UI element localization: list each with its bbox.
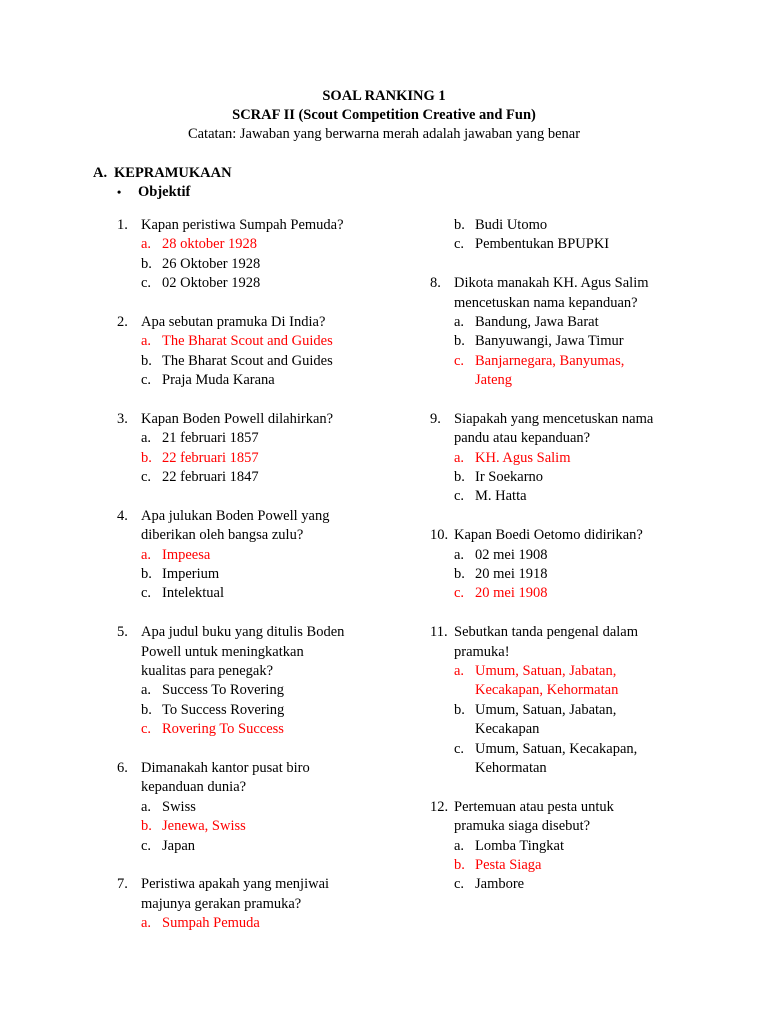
question-continuation	[117, 778, 387, 797]
option	[117, 255, 387, 274]
question-text: Apa judul buku yang ditulis Boden	[141, 624, 345, 641]
correct-option	[430, 352, 690, 371]
option-text: 21 februari 1857	[162, 430, 259, 447]
option	[430, 837, 690, 856]
option-text: Jenewa, Swiss	[162, 818, 246, 835]
spacer	[430, 255, 690, 274]
question-text: Kapan peristiwa Sumpah Pemuda?	[141, 217, 344, 233]
option-text: Umum, Satuan, Jabatan,	[475, 662, 617, 679]
question-line	[430, 623, 690, 642]
question-text: Powell untuk meningkatkan	[141, 643, 304, 660]
question-text: majunya gerakan pramuka?	[141, 895, 302, 912]
spacer	[117, 391, 387, 410]
option	[117, 798, 387, 817]
question-line	[117, 410, 387, 429]
correct-option	[117, 720, 387, 739]
question-text: Apa julukan Boden Powell yang	[141, 507, 330, 524]
correct-option	[430, 662, 690, 681]
option-text: 22 februari 1847	[162, 469, 259, 486]
question-continuation	[430, 294, 690, 313]
option-label: c.	[454, 236, 465, 253]
question-continuation	[430, 429, 690, 448]
option-text: Intelektual	[162, 585, 225, 602]
option-label: c.	[141, 721, 152, 738]
document-subtitle: SCRAF II (Scout Competition Creative and Fun)	[232, 107, 536, 123]
spacer	[430, 604, 690, 623]
option-label: a.	[454, 449, 465, 466]
answer-note: Catatan: Jawaban yang berwarna merah adalah jawaban yang benar	[187, 126, 581, 142]
option-label: b.	[454, 701, 465, 718]
bullet-icon: •	[117, 185, 122, 199]
option-label: b.	[454, 566, 465, 583]
option	[430, 565, 690, 584]
option	[430, 740, 690, 759]
question-continuation	[430, 643, 690, 662]
option-label: c.	[454, 585, 465, 602]
option-text: Kecakapan	[475, 721, 540, 738]
option-label: b.	[454, 333, 465, 350]
section-heading	[93, 164, 232, 183]
question-number: 8.	[430, 275, 441, 292]
option-label: a.	[141, 430, 152, 447]
question-number: 6.	[117, 759, 128, 776]
option	[430, 487, 690, 506]
option	[117, 837, 387, 856]
option-text: The Bharat Scout and Guides	[162, 352, 333, 369]
spacer	[117, 856, 387, 875]
option-label: c.	[141, 372, 152, 389]
option	[430, 313, 690, 332]
option-text: Pesta Siaga	[475, 856, 542, 873]
option-label: c.	[454, 352, 465, 369]
option-text: Jateng	[475, 372, 513, 389]
subsection-heading	[117, 183, 190, 202]
question-text: pramuka siaga disebut?	[454, 818, 591, 835]
option	[430, 720, 690, 739]
option-label: a.	[141, 682, 152, 699]
option-text: 26 Oktober 1928	[162, 255, 261, 272]
option-text: Japan	[162, 837, 196, 854]
option-text: M. Hatta	[475, 488, 527, 505]
spacer	[117, 294, 387, 313]
option-label: a.	[454, 546, 465, 563]
option-label: c.	[141, 837, 152, 854]
option	[430, 468, 690, 487]
option-text: The Bharat Scout and Guides	[162, 333, 333, 350]
option	[430, 235, 690, 254]
question-number: 4.	[117, 507, 128, 524]
question-column-right	[430, 216, 690, 895]
option	[430, 546, 690, 565]
correct-option	[117, 449, 387, 468]
option	[117, 274, 387, 293]
option	[430, 216, 690, 235]
option-text: Praja Muda Karana	[162, 372, 275, 389]
correct-option	[117, 332, 387, 351]
question-text: pramuka!	[454, 643, 510, 660]
option-text: Jambore	[475, 876, 525, 893]
question-continuation	[117, 526, 387, 545]
option-label: a.	[141, 915, 152, 932]
option-label: a.	[454, 662, 465, 679]
option-text: Banjarnegara, Banyumas,	[475, 352, 625, 369]
option	[117, 371, 387, 390]
question-number: 12.	[430, 798, 449, 815]
option	[117, 681, 387, 700]
option-text: KH. Agus Salim	[475, 449, 571, 466]
question-line	[117, 759, 387, 778]
option-text: Pembentukan BPUPKI	[475, 236, 610, 253]
option-text: Swiss	[162, 798, 196, 815]
correct-option	[117, 914, 387, 933]
question-text: pandu atau kepanduan?	[454, 430, 591, 447]
section-title: KEPRAMUKAAN	[114, 165, 232, 181]
option-label: b.	[141, 352, 152, 369]
option-label: c.	[454, 876, 465, 893]
spacer	[117, 740, 387, 759]
question-text: Siapakah yang mencetuskan nama	[454, 410, 654, 427]
spacer	[430, 507, 690, 526]
option	[430, 701, 690, 720]
option	[117, 701, 387, 720]
option-label: b.	[141, 818, 152, 835]
question-text: Sebutkan tanda pengenal dalam	[454, 624, 639, 641]
correct-option	[430, 584, 690, 603]
option	[117, 584, 387, 603]
option-label: c.	[454, 740, 465, 757]
option-label: b.	[141, 449, 152, 466]
option	[430, 759, 690, 778]
option-text: 20 mei 1918	[475, 566, 548, 583]
option	[117, 468, 387, 487]
question-text: Dikota manakah KH. Agus Salim	[454, 275, 649, 292]
option-text: Impeesa	[162, 546, 211, 563]
question-continuation	[117, 643, 387, 662]
question-number: 9.	[430, 410, 441, 427]
correct-option	[430, 449, 690, 468]
question-text: kepanduan dunia?	[141, 779, 247, 796]
question-number: 10.	[430, 527, 449, 544]
option-label: c.	[141, 469, 152, 486]
question-text: kualitas para penegak?	[141, 662, 274, 679]
question-continuation	[117, 662, 387, 681]
document-title: SOAL RANKING 1	[322, 88, 446, 104]
question-number: 3.	[117, 410, 128, 427]
question-number: 11.	[430, 624, 448, 641]
correct-option	[117, 546, 387, 565]
question-text: Peristiwa apakah yang menjiwai	[141, 876, 330, 893]
option-label: a.	[141, 546, 152, 563]
option-text: Bandung, Jawa Barat	[475, 313, 599, 330]
option-label: a.	[454, 313, 465, 330]
section-letter: A.	[93, 165, 108, 181]
question-text: Kapan Boden Powell dilahirkan?	[141, 410, 334, 427]
option-text: Kehormatan	[475, 759, 547, 776]
subsection-title: Objektif	[138, 184, 191, 200]
option-text: Ir Soekarno	[475, 469, 544, 486]
option-text: Lomba Tingkat	[475, 837, 565, 854]
option-text: 22 februari 1857	[162, 449, 259, 466]
correct-option	[430, 856, 690, 875]
spacer	[117, 487, 387, 506]
spacer	[430, 391, 690, 410]
spacer	[117, 604, 387, 623]
question-text: Apa sebutan pramuka Di India?	[141, 313, 326, 330]
option-text: 20 mei 1908	[475, 585, 548, 602]
question-text: Dimanakah kantor pusat biro	[141, 759, 310, 776]
option-label: a.	[141, 798, 152, 815]
spacer	[430, 778, 690, 797]
option-text: Banyuwangi, Jawa Timur	[475, 333, 624, 350]
correct-option	[430, 681, 690, 700]
question-number: 5.	[117, 624, 128, 641]
question-line	[117, 507, 387, 526]
question-number: 2.	[117, 313, 128, 330]
question-number: 7.	[117, 876, 128, 893]
option-label: c.	[141, 275, 152, 292]
option-label: b.	[454, 217, 465, 233]
question-line	[430, 410, 690, 429]
option-label: c.	[141, 585, 152, 602]
correct-option	[430, 371, 690, 390]
option-text: 28 oktober 1928	[162, 236, 258, 253]
option-label: b.	[454, 856, 465, 873]
option-text: Umum, Satuan, Kecakapan,	[475, 740, 638, 757]
question-text: diberikan oleh bangsa zulu?	[141, 527, 304, 544]
option-text: Budi Utomo	[475, 217, 548, 233]
option-label: a.	[141, 236, 152, 253]
question-line	[430, 798, 690, 817]
option-text: Rovering To Success	[162, 721, 284, 738]
option-text: Kecakapan, Kehormatan	[475, 682, 619, 699]
option-text: Success To Rovering	[162, 682, 284, 699]
question-text: Pertemuan atau pesta untuk	[454, 798, 614, 815]
option-label: b.	[141, 566, 152, 583]
option-text: To Success Rovering	[162, 701, 285, 718]
question-column-left	[117, 216, 387, 933]
option-label: b.	[141, 701, 152, 718]
option	[117, 429, 387, 448]
option-label: b.	[141, 255, 152, 272]
question-line	[117, 216, 387, 235]
correct-option	[117, 235, 387, 254]
option-text: Sumpah Pemuda	[162, 915, 260, 932]
option-label: a.	[454, 837, 465, 854]
question-line	[117, 313, 387, 332]
question-text: Kapan Boedi Oetomo didirikan?	[454, 527, 643, 544]
option-text: 02 Oktober 1928	[162, 275, 261, 292]
question-number: 1.	[117, 217, 128, 233]
option	[117, 352, 387, 371]
option	[117, 565, 387, 584]
correct-option	[117, 817, 387, 836]
option-label: b.	[454, 469, 465, 486]
option-text: 02 mei 1908	[475, 546, 548, 563]
question-line	[117, 875, 387, 894]
question-text: mencetuskan nama kepanduan?	[454, 294, 638, 311]
question-continuation	[430, 817, 690, 836]
question-line	[430, 274, 690, 293]
option	[430, 875, 690, 894]
question-line	[117, 623, 387, 642]
question-line	[430, 526, 690, 545]
question-continuation	[117, 895, 387, 914]
option-text: Imperium	[162, 566, 220, 583]
option	[430, 332, 690, 351]
option-label: c.	[454, 488, 465, 505]
option-text: Umum, Satuan, Jabatan,	[475, 701, 617, 718]
option-label: a.	[141, 333, 152, 350]
